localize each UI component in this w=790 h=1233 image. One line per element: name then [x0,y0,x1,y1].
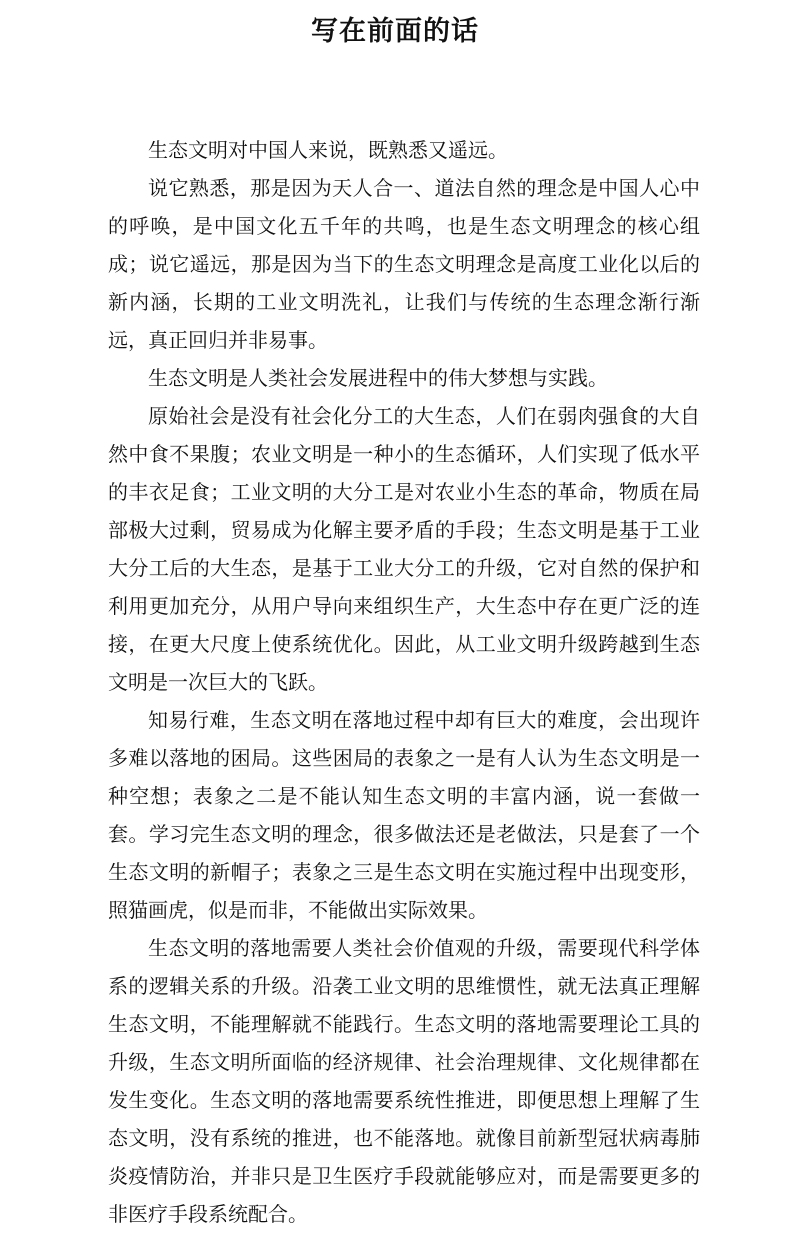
paragraph-6: 生态文明的落地需要人类社会价值观的升级，需要现代科学体系的逻辑关系的升级。沿袭工业文明的思维惯性，就无法真正理解生态文明，不能理解就不能践行。生态文明的落地需要理论工具的升级，生态文明所面临的经济规律、社会治理规律、文化规律都在发生变化。生态文明的落地需要系统性推进，即便思想上理解了生态文明，没有系统的推进，也不能落地。就像目前新型冠状病毒肺炎疫情防治，并非只是卫生医疗手段就能够应对，而是需要更多的非医疗手段系统配合。 [108,936,700,1226]
paragraph-3: 生态文明是人类社会发展进程中的伟大梦想与实践。 [148,366,608,390]
paragraph-2: 说它熟悉，那是因为天人合一、道法自然的理念是中国人心中的呼唤，是中国文化五千年的共鸣，也是生态文明理念的核心组成；说它遥远，那是因为当下的生态文明理念是高度工业化以后的新内涵，长期的工业文明洗礼，让我们与传统的生态理念渐行渐远，真正回归并非易事。 [108,176,700,352]
document-body [108,131,700,1233]
paragraph-5: 知易行难，生态文明在落地过程中却有巨大的难度，会出现许多难以落地的困局。这些困局的表象之一是有人认为生态文明是一种空想；表象之二是不能认知生态文明的丰富内涵，说一套做一套。学习完生态文明的理念，很多做法还是老做法，只是套了一个生态文明的新帽子；表象之三是生态文明在实施过程中出现变形，照猫画虎，似是而非，不能做出实际效果。 [108,708,700,922]
paragraph-1: 生态文明对中国人来说，既熟悉又遥远。 [148,138,508,162]
page-title: 写在前面的话 [311,16,479,47]
paragraph-4: 原始社会是没有社会化分工的大生态，人们在弱肉强食的大自然中食不果腹；农业文明是一种小的生态循环，人们实现了低水平的丰衣足食；工业文明的大分工是对农业小生态的革命，物质在局部极大过剩，贸易成为化解主要矛盾的手段；生态文明是基于工业大分工后的大生态，是基于工业大分工的升级，它对自然的保护和利用更加充分，从用户导向来组织生产，大生态中存在更广泛的连接，在更大尺度上使系统优化。因此，从工业文明升级跨越到生态文明是一次巨大的飞跃。 [108,404,700,694]
